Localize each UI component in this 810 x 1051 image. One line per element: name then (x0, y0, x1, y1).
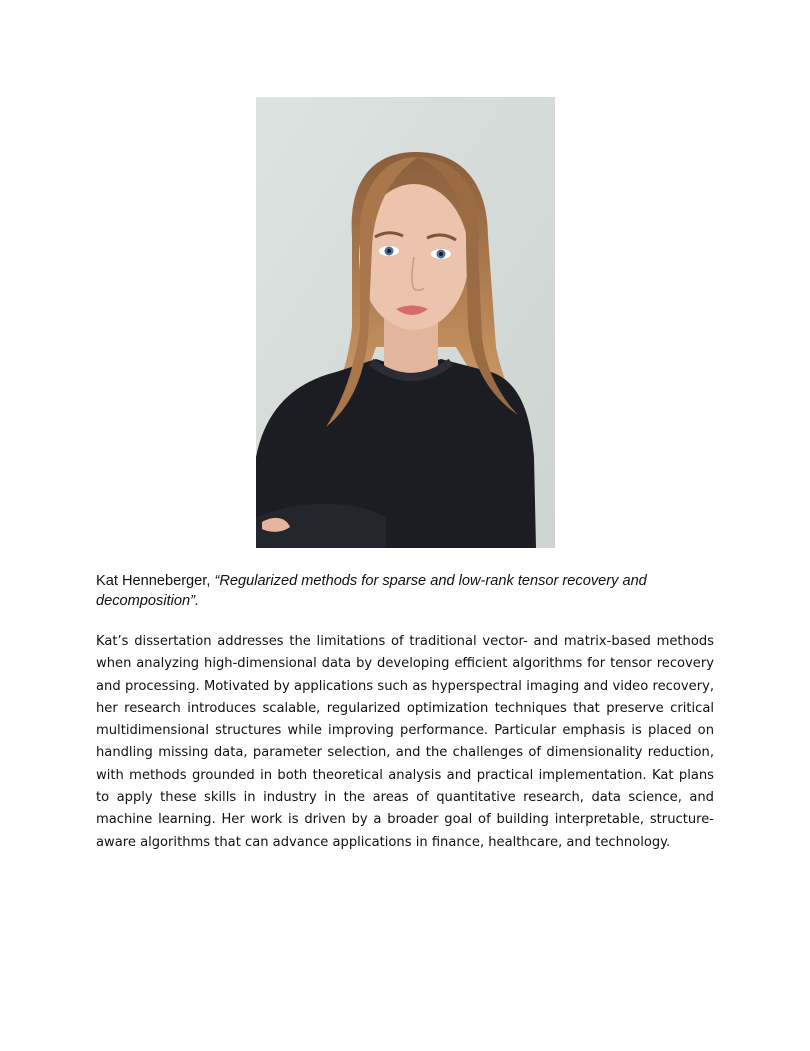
caption-name: Kat Henneberger, (96, 573, 215, 589)
bio-paragraph: Kat’s dissertation addresses the limitations of traditional vector- and matrix-based methods when analyzing high-dimensional data by developing efficient algorithms for tensor recovery and processing. Motivated by applications such as hyperspectral imaging and video recovery, her research introduces scalable, regularized optimization techniques that preserve critical multidimensional structures while improving performance. Particular emphasis is placed on handling missing data, parameter selection, and the challenges of dimensionality reduction, with methods grounded in both theoretical analysis and practical implementation. Kat plans to apply these skills in industry in the areas of quantitative research, data science, and machine learning. Her work is driven by a broader goal of building interpretable, structure-aware algorithms that can advance applications in finance, healthcare, and technology. (96, 634, 714, 850)
portrait-photo (256, 97, 555, 548)
photo-caption (96, 571, 696, 611)
caption-dissertation-title: “Regularized methods for sparse and low-rank tensor recovery and decomposition”. (96, 573, 647, 609)
portrait-illustration (256, 97, 555, 548)
